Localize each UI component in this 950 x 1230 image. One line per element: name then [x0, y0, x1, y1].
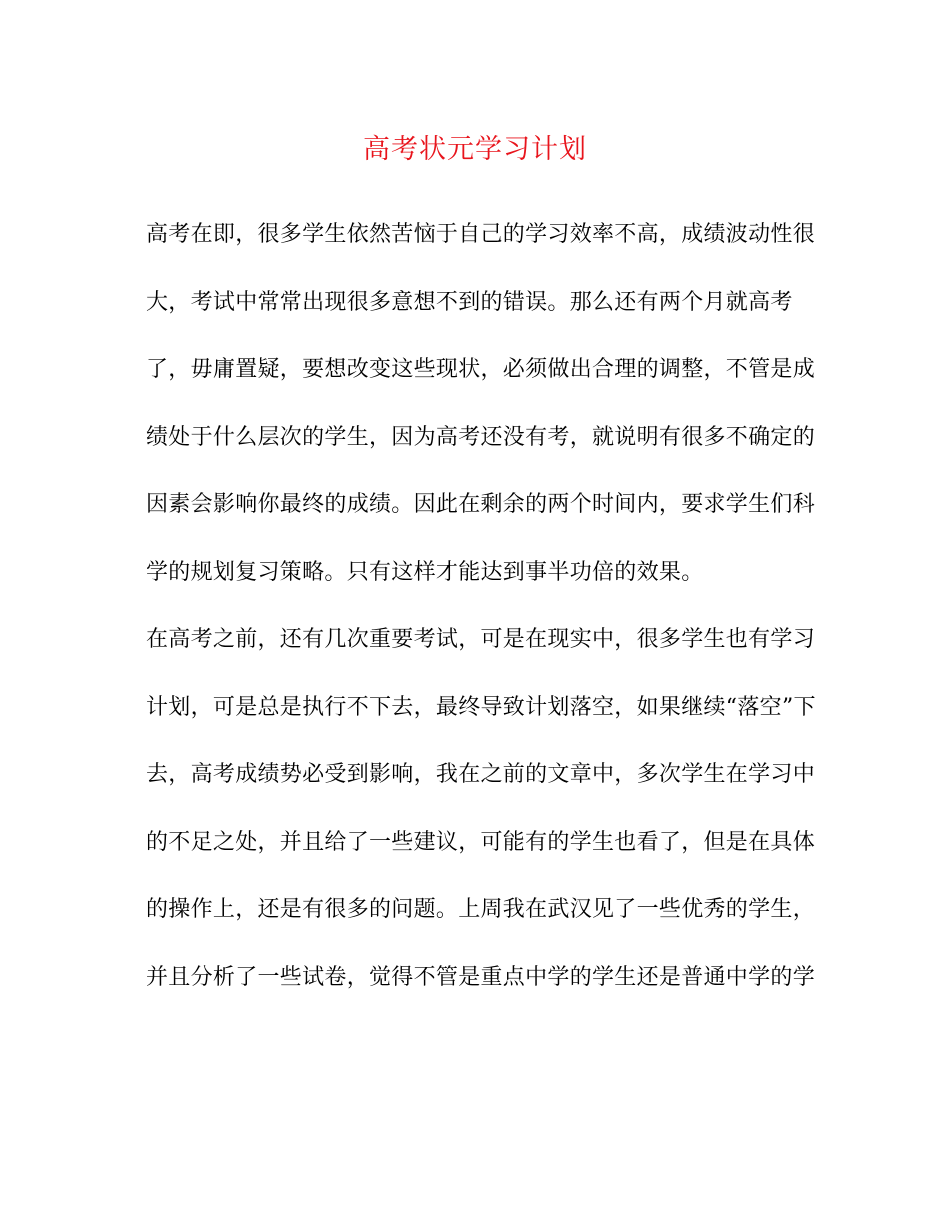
body-line: 并且分析了一些试卷，觉得不管是重点中学的学生还是普通中学的学	[146, 964, 816, 990]
body-line: 学的规划复习策略。只有这样才能达到事半功倍的效果。	[146, 559, 704, 585]
body-line: 因素会影响你最终的成绩。因此在剩余的两个时间内，要求学生们科	[146, 492, 816, 517]
body-line: 高考在即，很多学生依然苦恼于自己的学习效率不高，成绩波动性很	[146, 222, 816, 247]
document-body	[146, 212, 816, 1022]
body-line: 去，高考成绩势必受到影响，我在之前的文章中，多次学生在学习中	[146, 762, 816, 787]
body-line: 绩处于什么层次的学生，因为高考还没有考，就说明有很多不确定的	[146, 424, 816, 450]
body-line: 的不足之处，并且给了一些建议，可能有的学生也看了，但是在具体	[146, 829, 816, 855]
body-line: 计划，可是总是执行不下去，最终导致计划落空，如果继续“落空”下	[146, 694, 816, 720]
body-line: 的操作上，还是有很多的问题。上周我在武汉见了一些优秀的学生，	[146, 897, 816, 922]
body-line: 了，毋庸置疑，要想改变这些现状，必须做出合理的调整，不管是成	[146, 357, 816, 382]
body-line: 大，考试中常常出现很多意想不到的错误。那么还有两个月就高考	[146, 289, 793, 315]
document-title: 高考状元学习计划	[363, 134, 587, 165]
body-line: 在高考之前，还有几次重要考试，可是在现实中，很多学生也有学习	[146, 627, 816, 652]
